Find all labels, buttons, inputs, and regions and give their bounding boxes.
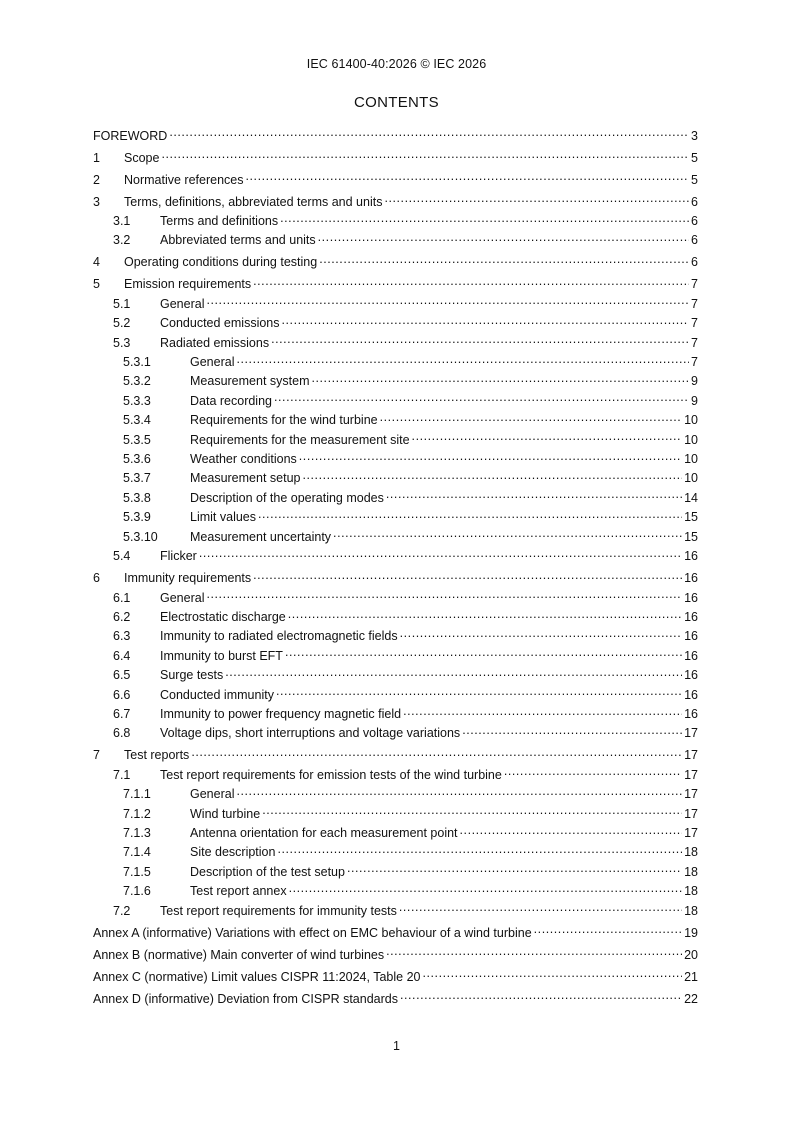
toc-entry-number: 6.8 bbox=[113, 726, 131, 741]
toc-entry-number: 5.3.10 bbox=[123, 529, 158, 544]
toc-entry-number: 7.1.2 bbox=[123, 806, 151, 821]
toc-entry-page: 17 bbox=[684, 825, 698, 840]
toc-entry[interactable] bbox=[93, 990, 698, 1009]
toc-dot-leader bbox=[282, 315, 690, 327]
toc-entry-number: 5.3 bbox=[113, 335, 131, 350]
toc-entry-page: 17 bbox=[684, 787, 698, 802]
toc-entry[interactable] bbox=[93, 127, 698, 146]
toc-dot-leader bbox=[289, 883, 683, 895]
toc-entry[interactable] bbox=[93, 392, 698, 411]
toc-dot-leader bbox=[302, 470, 682, 482]
toc-entry-number: 5.3.9 bbox=[123, 510, 151, 525]
toc-entry-page: 9 bbox=[691, 393, 698, 408]
toc-entry-page: 17 bbox=[684, 806, 698, 821]
toc-entry-title: Test reports bbox=[124, 748, 190, 763]
toc-dot-leader bbox=[288, 609, 682, 621]
toc-entry[interactable] bbox=[93, 569, 698, 588]
toc-entry-number: 7 bbox=[93, 748, 100, 763]
toc-entry[interactable] bbox=[93, 431, 698, 450]
toc-entry-title: Measurement uncertainty bbox=[190, 529, 332, 544]
toc-entry-page: 17 bbox=[684, 767, 698, 782]
toc-entry-title: Electrostatic discharge bbox=[160, 609, 286, 624]
toc-entry-page: 6 bbox=[691, 255, 698, 270]
toc-entry-title: Description of the operating modes bbox=[190, 490, 384, 505]
toc-entry-title: Voltage dips, short interruptions and voltage variations bbox=[160, 726, 461, 741]
toc-dot-leader bbox=[271, 335, 689, 347]
toc-entry[interactable] bbox=[93, 824, 698, 843]
toc-dot-leader bbox=[199, 548, 682, 560]
toc-entry-page: 10 bbox=[684, 452, 698, 467]
toc-entry-page: 3 bbox=[691, 128, 698, 143]
toc-entry[interactable] bbox=[93, 231, 698, 250]
toc-entry-title: Flicker bbox=[160, 549, 197, 564]
toc-entry-title: Test report requirements for emission tests of the wind turbine bbox=[160, 767, 502, 782]
toc-entry[interactable] bbox=[93, 766, 698, 785]
toc-entry-number: 5.3.2 bbox=[123, 374, 151, 389]
toc-entry[interactable] bbox=[93, 843, 698, 862]
toc-entry[interactable] bbox=[93, 275, 698, 294]
toc-entry[interactable] bbox=[93, 411, 698, 430]
toc-entry[interactable] bbox=[93, 372, 698, 391]
toc-entry-page: 20 bbox=[684, 947, 698, 962]
toc-entry-title: Antenna orientation for each measurement point bbox=[190, 825, 458, 840]
toc-entry[interactable] bbox=[93, 508, 698, 527]
toc-entry-title: Annex D (informative) Deviation from CISPR standards bbox=[93, 991, 398, 1006]
toc-entry-number: 5.3.3 bbox=[123, 393, 151, 408]
toc-entry-page: 16 bbox=[684, 549, 698, 564]
toc-dot-leader bbox=[384, 194, 689, 206]
toc-entry-page: 14 bbox=[684, 490, 698, 505]
toc-entry-title: FOREWORD bbox=[93, 128, 168, 143]
toc-entry-title: Requirements for the wind turbine bbox=[190, 413, 378, 428]
toc-dot-leader bbox=[422, 969, 682, 981]
toc-entry-number: 3.2 bbox=[113, 233, 131, 248]
toc-entry-title: Terms and definitions bbox=[160, 214, 279, 228]
toc-entry-number: 6.3 bbox=[113, 629, 131, 644]
toc-entry-title: Test report annex bbox=[190, 884, 287, 899]
toc-entry-page: 18 bbox=[684, 864, 698, 879]
toc-entry-title: Immunity requirements bbox=[124, 571, 252, 586]
toc-entry-number: 5.3.4 bbox=[123, 413, 151, 428]
toc-entry[interactable] bbox=[93, 785, 698, 804]
toc-entry[interactable] bbox=[93, 882, 698, 901]
toc-entry-number: 6.2 bbox=[113, 609, 131, 624]
toc-entry-title: General bbox=[160, 590, 205, 605]
toc-dot-leader bbox=[236, 786, 682, 798]
toc-entry-page: 16 bbox=[684, 668, 698, 683]
toc-entry-page: 16 bbox=[684, 687, 698, 702]
toc-dot-leader bbox=[319, 254, 689, 266]
toc-entry-page: 10 bbox=[684, 471, 698, 486]
page-number: 1 bbox=[393, 1039, 400, 1053]
toc-entry-page: 9 bbox=[691, 374, 698, 389]
toc-entry-page: 10 bbox=[684, 413, 698, 428]
toc-entry-title: Immunity to radiated electromagnetic fields bbox=[160, 629, 398, 644]
toc-entry-number: 5.3.8 bbox=[123, 490, 151, 505]
toc-entry-page: 16 bbox=[684, 706, 698, 721]
toc-entry-number: 7.1.1 bbox=[123, 787, 151, 802]
toc-dot-leader bbox=[277, 844, 682, 856]
toc-entry-title: Wind turbine bbox=[190, 806, 261, 821]
toc-entry-title: Immunity to power frequency magnetic field bbox=[160, 706, 402, 721]
toc-entry-page: 18 bbox=[684, 903, 698, 918]
toc-entry[interactable] bbox=[93, 450, 698, 469]
toc-entry-title: Conducted emissions bbox=[160, 316, 280, 331]
toc-entry-number: 5.4 bbox=[113, 549, 131, 564]
toc-entry-number: 5.3.5 bbox=[123, 432, 151, 447]
toc-entry-number: 5.1 bbox=[113, 296, 131, 311]
toc-entry-title: General bbox=[190, 355, 235, 370]
toc-entry-title: General bbox=[160, 296, 205, 311]
toc-entry-number: 3 bbox=[93, 194, 100, 209]
toc-entry-number: 7.1.4 bbox=[123, 845, 151, 860]
toc-entry-page: 18 bbox=[684, 845, 698, 860]
toc-entry-page: 6 bbox=[691, 214, 698, 228]
toc-entry[interactable] bbox=[93, 334, 698, 353]
toc-entry-number: 2 bbox=[93, 172, 100, 187]
toc-entry-title: Test report requirements for immunity tests bbox=[160, 903, 397, 918]
toc-entry-title: Measurement system bbox=[190, 374, 310, 389]
toc-entry[interactable] bbox=[93, 253, 698, 272]
toc-entry-page: 17 bbox=[684, 726, 698, 741]
toc-entry-title: General bbox=[190, 787, 235, 802]
toc-entry-title: Operating conditions during testing bbox=[124, 255, 318, 270]
toc-entry[interactable] bbox=[93, 149, 698, 168]
toc-dot-leader bbox=[225, 667, 682, 679]
toc-entry[interactable] bbox=[93, 724, 698, 743]
toc-dot-leader bbox=[258, 509, 682, 521]
toc-entry-title: Annex B (normative) Main converter of wind turbines bbox=[93, 947, 385, 962]
toc-entry-number: 6.5 bbox=[113, 668, 131, 683]
toc-entry-title: Requirements for the measurement site bbox=[190, 432, 410, 447]
toc-dot-leader bbox=[253, 276, 689, 288]
toc-dot-leader bbox=[206, 590, 682, 602]
toc-entry-page: 16 bbox=[684, 571, 698, 586]
toc-dot-leader bbox=[299, 451, 682, 463]
toc-dot-leader bbox=[400, 991, 682, 1003]
toc-dot-leader bbox=[206, 296, 689, 308]
toc-entry[interactable] bbox=[93, 666, 698, 685]
toc-dot-leader bbox=[504, 767, 682, 779]
toc-entry-number: 6.4 bbox=[113, 648, 131, 663]
toc-entry-page: 7 bbox=[691, 277, 698, 292]
toc-dot-leader bbox=[246, 172, 690, 184]
toc-entry-title: Immunity to burst EFT bbox=[160, 648, 283, 663]
toc-entry-page: 18 bbox=[684, 884, 698, 899]
toc-entry-number: 7.1.5 bbox=[123, 864, 151, 879]
toc-entry-number: 5.3.7 bbox=[123, 471, 151, 486]
toc-entry-page: 10 bbox=[684, 432, 698, 447]
toc-entry-number: 7.1.3 bbox=[123, 825, 151, 840]
toc-entry-page: 7 bbox=[691, 335, 698, 350]
toc-entry-number: 6.7 bbox=[113, 706, 131, 721]
toc-entry-title: Site description bbox=[190, 845, 276, 860]
toc-dot-leader bbox=[262, 806, 682, 818]
toc-dot-leader bbox=[403, 706, 682, 718]
toc-dot-leader bbox=[534, 925, 682, 937]
toc-entry-page: 15 bbox=[684, 529, 698, 544]
toc-entry-title: Conducted immunity bbox=[160, 687, 274, 702]
page-title: CONTENTS bbox=[354, 94, 439, 111]
toc-entry-page: 21 bbox=[684, 969, 698, 984]
toc-entry[interactable] bbox=[93, 686, 698, 705]
toc-entry-title: Surge tests bbox=[160, 668, 224, 683]
table-of-contents bbox=[93, 124, 698, 1009]
toc-entry-title: Weather conditions bbox=[190, 452, 297, 467]
toc-entry-number: 6 bbox=[93, 571, 100, 586]
toc-dot-leader bbox=[412, 432, 683, 444]
toc-entry-number: 5 bbox=[93, 277, 100, 292]
toc-entry[interactable] bbox=[93, 469, 698, 488]
toc-entry-number: 4 bbox=[93, 255, 100, 270]
toc-entry-page: 5 bbox=[691, 150, 698, 165]
toc-entry-page: 16 bbox=[684, 648, 698, 663]
toc-entry[interactable] bbox=[93, 171, 698, 190]
toc-entry[interactable] bbox=[93, 968, 698, 987]
toc-entry-title: Abbreviated terms and units bbox=[160, 233, 316, 248]
toc-dot-leader bbox=[276, 687, 682, 699]
toc-entry[interactable] bbox=[93, 946, 698, 965]
toc-dot-leader bbox=[311, 373, 689, 385]
toc-entry-title: Emission requirements bbox=[124, 277, 252, 292]
toc-entry-page: 6 bbox=[691, 194, 698, 209]
toc-entry-number: 6.1 bbox=[113, 590, 131, 605]
toc-entry-page: 19 bbox=[684, 925, 698, 940]
toc-entry[interactable] bbox=[93, 647, 698, 666]
toc-dot-leader bbox=[274, 393, 689, 405]
toc-dot-leader bbox=[253, 570, 682, 582]
toc-entry-number: 7.1.6 bbox=[123, 884, 151, 899]
toc-entry-title: Limit values bbox=[190, 510, 256, 525]
toc-dot-leader bbox=[400, 628, 682, 640]
toc-entry-page: 6 bbox=[691, 233, 698, 248]
toc-entry[interactable] bbox=[93, 746, 698, 765]
toc-entry-number: 5.3.6 bbox=[123, 452, 151, 467]
toc-entry-page: 16 bbox=[684, 629, 698, 644]
toc-dot-leader bbox=[462, 725, 682, 737]
toc-entry[interactable] bbox=[93, 314, 698, 333]
toc-dot-leader bbox=[280, 213, 689, 225]
toc-entry[interactable] bbox=[93, 902, 698, 921]
toc-entry[interactable] bbox=[93, 528, 698, 547]
toc-entry-title: Radiated emissions bbox=[160, 335, 270, 350]
toc-entry-page: 17 bbox=[684, 748, 698, 763]
toc-entry-title: Normative references bbox=[124, 172, 244, 187]
toc-entry-number: 3.1 bbox=[113, 214, 131, 228]
toc-entry[interactable] bbox=[93, 627, 698, 646]
toc-entry-page: 7 bbox=[691, 296, 698, 311]
toc-dot-leader bbox=[191, 747, 682, 759]
toc-dot-leader bbox=[386, 947, 682, 959]
toc-entry-number: 1 bbox=[93, 150, 100, 165]
toc-dot-leader bbox=[347, 864, 682, 876]
toc-dot-leader bbox=[386, 490, 682, 502]
page-header: IEC 61400-40:2026 © IEC 2026 bbox=[306, 57, 487, 71]
toc-dot-leader bbox=[318, 232, 689, 244]
toc-entry[interactable] bbox=[93, 863, 698, 882]
toc-entry-page: 16 bbox=[684, 609, 698, 624]
toc-entry-title: Annex C (normative) Limit values CISPR 11:2024, Table 20 bbox=[93, 969, 421, 984]
toc-entry[interactable] bbox=[93, 353, 698, 372]
toc-dot-leader bbox=[161, 150, 689, 162]
toc-entry[interactable] bbox=[93, 193, 698, 212]
toc-entry-number: 6.6 bbox=[113, 687, 131, 702]
toc-entry-page: 7 bbox=[691, 316, 698, 331]
toc-entry[interactable] bbox=[93, 547, 698, 566]
toc-dot-leader bbox=[333, 529, 682, 541]
toc-entry-title: Measurement setup bbox=[190, 471, 301, 486]
toc-entry[interactable] bbox=[93, 924, 698, 943]
toc-entry-number: 7.1 bbox=[113, 767, 131, 782]
toc-entry[interactable] bbox=[93, 705, 698, 724]
toc-dot-leader bbox=[399, 903, 682, 915]
toc-entry[interactable] bbox=[93, 489, 698, 508]
toc-entry-title: Annex A (informative) Variations with effect on EMC behaviour of a wind turbine bbox=[93, 925, 532, 940]
toc-dot-leader bbox=[380, 412, 682, 424]
toc-entry-page: 5 bbox=[691, 172, 698, 187]
toc-entry-page: 15 bbox=[684, 510, 698, 525]
toc-entry-title: Description of the test setup bbox=[190, 864, 345, 879]
toc-entry-page: 16 bbox=[684, 590, 698, 605]
toc-entry-title: Data recording bbox=[190, 393, 272, 408]
toc-entry[interactable] bbox=[93, 212, 698, 231]
toc-entry-page: 22 bbox=[684, 991, 698, 1006]
toc-dot-leader bbox=[285, 648, 682, 660]
toc-entry[interactable] bbox=[93, 608, 698, 627]
toc-entry-title: Terms, definitions, abbreviated terms and units bbox=[124, 194, 383, 209]
toc-entry-title: Scope bbox=[124, 150, 160, 165]
toc-entry-number: 7.2 bbox=[113, 903, 131, 918]
toc-entry[interactable] bbox=[93, 589, 698, 608]
toc-entry-page: 7 bbox=[691, 355, 698, 370]
toc-dot-leader bbox=[236, 354, 689, 366]
toc-entry-number: 5.3.1 bbox=[123, 355, 151, 370]
toc-dot-leader bbox=[169, 128, 689, 140]
toc-entry[interactable] bbox=[93, 805, 698, 824]
toc-entry-number: 5.2 bbox=[113, 316, 131, 331]
toc-dot-leader bbox=[460, 825, 683, 837]
toc-entry[interactable] bbox=[93, 295, 698, 314]
